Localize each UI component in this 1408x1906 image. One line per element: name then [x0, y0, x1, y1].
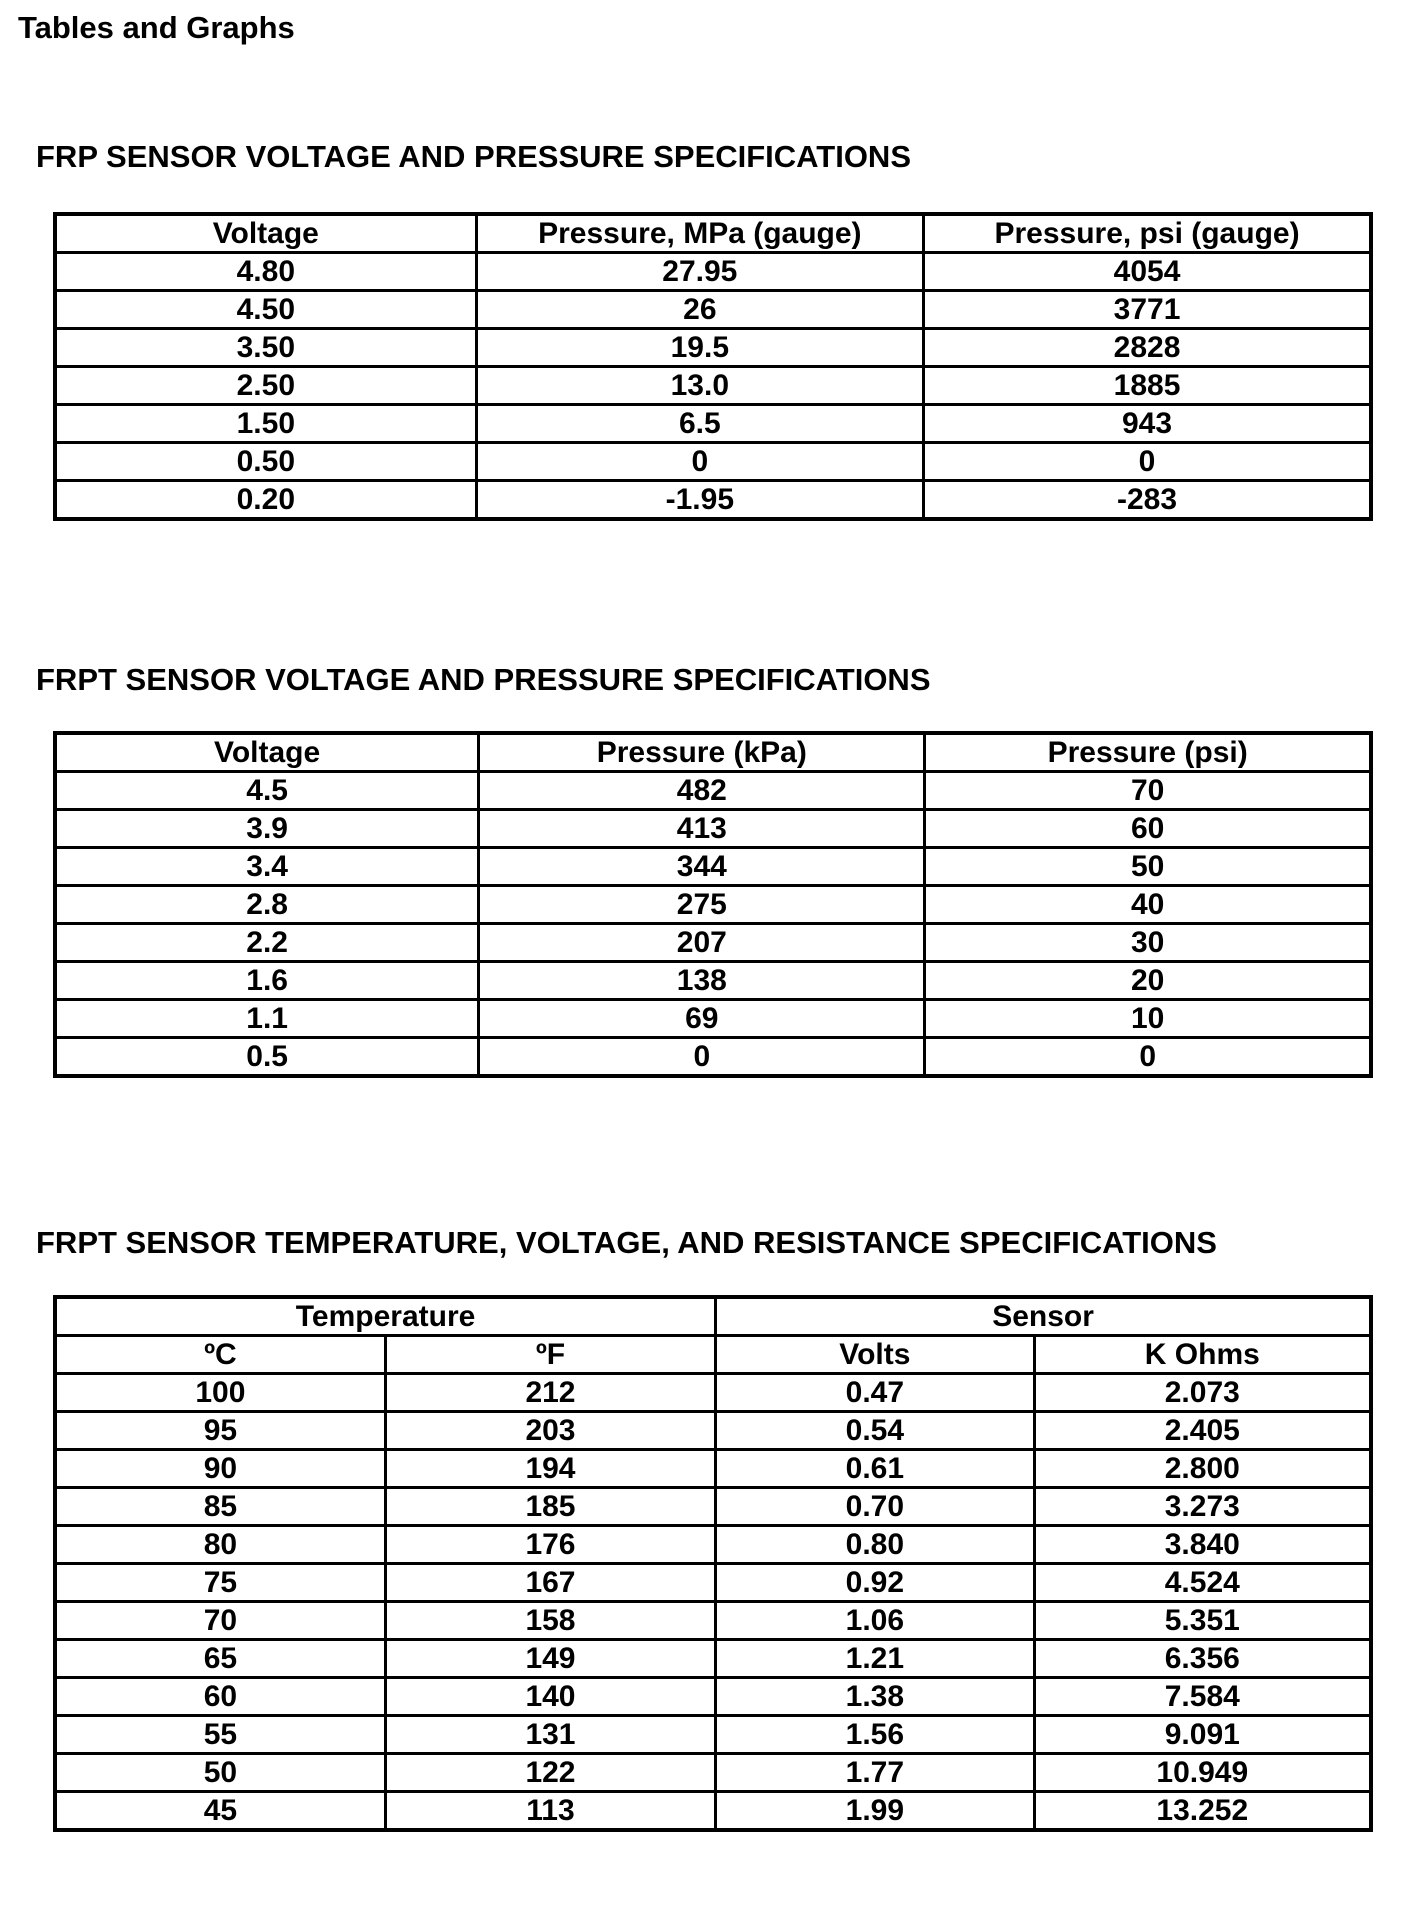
frp-spec-table [53, 212, 1373, 521]
table-cell: 6.356 [1034, 1640, 1371, 1678]
table-cell: 131 [385, 1716, 715, 1754]
table-row [55, 481, 1371, 520]
table-cell: 45 [55, 1792, 385, 1831]
table-cell: -1.95 [476, 481, 923, 520]
table-cell: 4.80 [55, 253, 476, 291]
table-row [55, 1488, 1371, 1526]
table-cell: 138 [479, 962, 925, 1000]
table-cell: 70 [55, 1602, 385, 1640]
table-cell: 20 [925, 962, 1371, 1000]
table-cell: 65 [55, 1640, 385, 1678]
table-cell: 5.351 [1034, 1602, 1371, 1640]
table-cell: 2828 [924, 329, 1371, 367]
table-row [55, 1602, 1371, 1640]
column-header-pressure-kpa: Pressure (kPa) [479, 733, 925, 772]
table-row [55, 367, 1371, 405]
table-cell: 4.50 [55, 291, 476, 329]
table-cell: 413 [479, 810, 925, 848]
table-cell: 27.95 [476, 253, 923, 291]
table-cell: 10 [925, 1000, 1371, 1038]
table-cell: 2.2 [55, 924, 479, 962]
column-header-pressure-psi: Pressure, psi (gauge) [924, 214, 1371, 253]
table-cell: 194 [385, 1450, 715, 1488]
table-cell: 0.20 [55, 481, 476, 520]
table-row [55, 1564, 1371, 1602]
table-cell: 40 [925, 886, 1371, 924]
table-header-row [55, 1336, 1371, 1374]
table-cell: 69 [479, 1000, 925, 1038]
table-cell: 2.50 [55, 367, 476, 405]
table-row [55, 253, 1371, 291]
table-cell: 149 [385, 1640, 715, 1678]
table-cell: 60 [925, 810, 1371, 848]
table-cell: 26 [476, 291, 923, 329]
frp-table-title: FRP SENSOR VOLTAGE AND PRESSURE SPECIFICATIONS [36, 139, 911, 174]
table-cell: 176 [385, 1526, 715, 1564]
table-cell: 13.252 [1034, 1792, 1371, 1831]
table-cell: 0 [479, 1038, 925, 1077]
table-cell: 0.54 [716, 1412, 1034, 1450]
table-row [55, 1412, 1371, 1450]
table-cell: 0.80 [716, 1526, 1034, 1564]
table-cell: 1.21 [716, 1640, 1034, 1678]
table-cell: 113 [385, 1792, 715, 1831]
table-cell: 1.38 [716, 1678, 1034, 1716]
page-heading: Tables and Graphs [18, 10, 295, 45]
table-cell: 7.584 [1034, 1678, 1371, 1716]
table-cell: 80 [55, 1526, 385, 1564]
column-header-celsius: ºC [55, 1336, 385, 1374]
table-cell: 2.073 [1034, 1374, 1371, 1412]
table-cell: 1.1 [55, 1000, 479, 1038]
table-cell: 70 [925, 772, 1371, 810]
group-header-temperature: Temperature [55, 1297, 716, 1336]
table-cell: 0 [476, 443, 923, 481]
table-row [55, 1038, 1371, 1077]
table-row [55, 1640, 1371, 1678]
table-row [55, 329, 1371, 367]
table-cell: 19.5 [476, 329, 923, 367]
table-row [55, 405, 1371, 443]
table-cell: 100 [55, 1374, 385, 1412]
column-header-pressure-psi: Pressure (psi) [925, 733, 1371, 772]
table-cell: 6.5 [476, 405, 923, 443]
table-row [55, 772, 1371, 810]
table-cell: 4054 [924, 253, 1371, 291]
table-cell: 0.70 [716, 1488, 1034, 1526]
table-row [55, 848, 1371, 886]
table-row [55, 962, 1371, 1000]
table-cell: 185 [385, 1488, 715, 1526]
group-header-sensor: Sensor [716, 1297, 1371, 1336]
table-cell: 0 [925, 1038, 1371, 1077]
table-cell: 275 [479, 886, 925, 924]
table-cell: 158 [385, 1602, 715, 1640]
table-cell: 167 [385, 1564, 715, 1602]
table-cell: 1.77 [716, 1754, 1034, 1792]
table-cell: 4.524 [1034, 1564, 1371, 1602]
table-cell: 50 [925, 848, 1371, 886]
table-cell: 4.5 [55, 772, 479, 810]
table-row [55, 1716, 1371, 1754]
table-row [55, 1526, 1371, 1564]
table-row [55, 1792, 1371, 1831]
table-cell: 2.800 [1034, 1450, 1371, 1488]
table-row [55, 443, 1371, 481]
table-cell: 3.9 [55, 810, 479, 848]
table-row [55, 810, 1371, 848]
table-cell: 3.50 [55, 329, 476, 367]
column-header-voltage: Voltage [55, 214, 476, 253]
table-cell: 50 [55, 1754, 385, 1792]
column-header-pressure-mpa: Pressure, MPa (gauge) [476, 214, 923, 253]
column-header-voltage: Voltage [55, 733, 479, 772]
table-cell: 2.8 [55, 886, 479, 924]
table-cell: 10.949 [1034, 1754, 1371, 1792]
table-cell: 1.06 [716, 1602, 1034, 1640]
column-header-fahrenheit: ºF [385, 1336, 715, 1374]
table-cell: 75 [55, 1564, 385, 1602]
table-cell: 212 [385, 1374, 715, 1412]
table-cell: 207 [479, 924, 925, 962]
table-cell: -283 [924, 481, 1371, 520]
table-cell: 0.50 [55, 443, 476, 481]
table-cell: 203 [385, 1412, 715, 1450]
table-cell: 344 [479, 848, 925, 886]
table-cell: 0.5 [55, 1038, 479, 1077]
table-row [55, 924, 1371, 962]
table-body [55, 1374, 1371, 1831]
table-cell: 1.50 [55, 405, 476, 443]
column-header-k-ohms: K Ohms [1034, 1336, 1371, 1374]
table-row [55, 291, 1371, 329]
table-cell: 1885 [924, 367, 1371, 405]
table-row [55, 1678, 1371, 1716]
table-row [55, 1450, 1371, 1488]
table-cell: 3.4 [55, 848, 479, 886]
table-cell: 1.99 [716, 1792, 1034, 1831]
table-header-row [55, 214, 1371, 253]
table-cell: 943 [924, 405, 1371, 443]
table-cell: 90 [55, 1450, 385, 1488]
table-cell: 55 [55, 1716, 385, 1754]
table-row [55, 1754, 1371, 1792]
table-cell: 13.0 [476, 367, 923, 405]
table-cell: 2.405 [1034, 1412, 1371, 1450]
table-body [55, 772, 1371, 1077]
column-header-volts: Volts [716, 1336, 1034, 1374]
table-cell: 60 [55, 1678, 385, 1716]
table-row [55, 1374, 1371, 1412]
table-cell: 122 [385, 1754, 715, 1792]
table-cell: 0.61 [716, 1450, 1034, 1488]
table-row [55, 1000, 1371, 1038]
frpt-pressure-spec-table [53, 731, 1373, 1078]
table-body [55, 253, 1371, 520]
table-header-row [55, 733, 1371, 772]
table-cell: 30 [925, 924, 1371, 962]
table-cell: 3771 [924, 291, 1371, 329]
table-cell: 1.56 [716, 1716, 1034, 1754]
table-cell: 95 [55, 1412, 385, 1450]
table-cell: 0.92 [716, 1564, 1034, 1602]
table-cell: 3.840 [1034, 1526, 1371, 1564]
table-cell: 482 [479, 772, 925, 810]
table-cell: 9.091 [1034, 1716, 1371, 1754]
table-cell: 85 [55, 1488, 385, 1526]
table-row [55, 886, 1371, 924]
table-cell: 3.273 [1034, 1488, 1371, 1526]
table-cell: 0.47 [716, 1374, 1034, 1412]
table-cell: 140 [385, 1678, 715, 1716]
table-cell: 1.6 [55, 962, 479, 1000]
frpt-pressure-table-title: FRPT SENSOR VOLTAGE AND PRESSURE SPECIFICATIONS [36, 662, 931, 697]
frpt-temp-spec-table [53, 1295, 1373, 1832]
frpt-temp-table-title: FRPT SENSOR TEMPERATURE, VOLTAGE, AND RESISTANCE SPECIFICATIONS [36, 1225, 1217, 1260]
table-cell: 0 [924, 443, 1371, 481]
table-group-header-row [55, 1297, 1371, 1336]
